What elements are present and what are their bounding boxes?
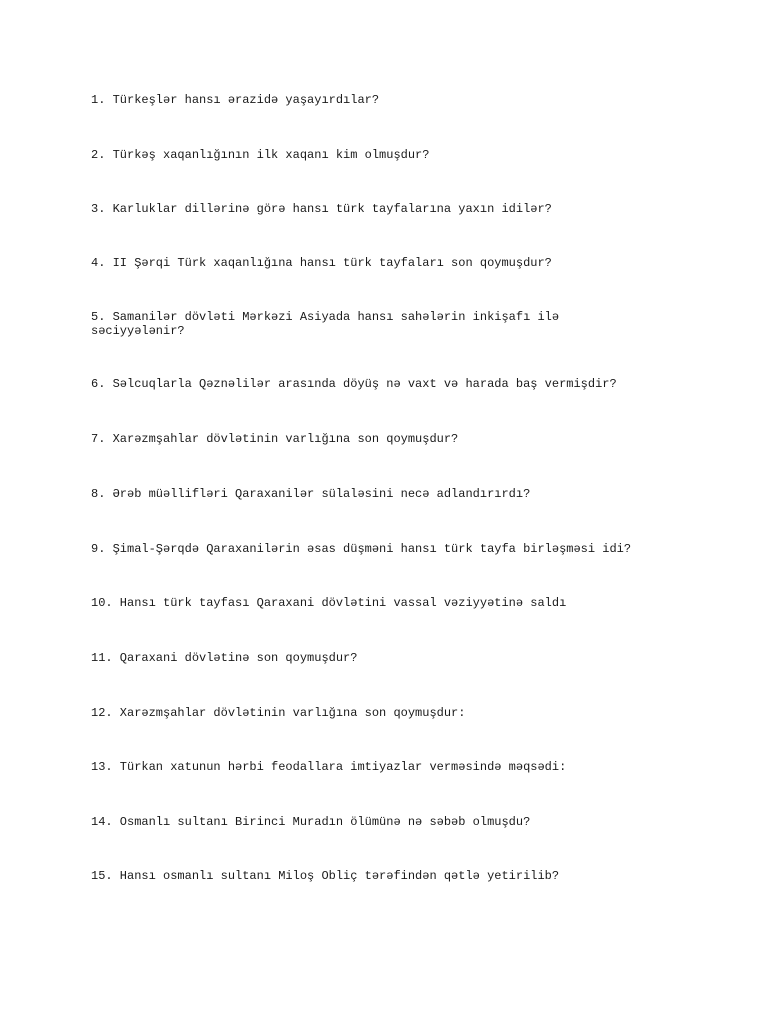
question-2: 2. Türkəş xaqanlığının ilk xaqanı kim olmuşdur?	[91, 148, 430, 162]
question-7: 7. Xarəzmşahlar dövlətinin varlığına son qoymuşdur?	[91, 432, 459, 446]
question-10: 10. Hansı türk tayfası Qaraxani dövlətini vassal vəziyyətinə saldı	[91, 596, 567, 610]
question-9: 9. Şimal-Şərqdə Qaraxanilərin əsas düşməni hansı türk tayfa birləşməsi idi?	[91, 542, 632, 556]
question-12: 12. Xarəzmşahlar dövlətinin varlığına son qoymuşdur:	[91, 706, 466, 720]
question-14: 14. Osmanlı sultanı Birinci Muradın ölümünə nə səbəb olmuşdu?	[91, 815, 531, 829]
question-3: 3. Karluklar dillərinə görə hansı türk tayfalarına yaxın idilər?	[91, 202, 552, 216]
question-13: 13. Türkan xatunun hərbi feodallara imtiyazlar verməsində məqsədi:	[91, 760, 567, 774]
question-11: 11. Qaraxani dövlətinə son qoymuşdur?	[91, 651, 358, 665]
question-4: 4. II Şərqi Türk xaqanlığına hansı türk tayfaları son qoymuşdur?	[91, 256, 552, 270]
question-6: 6. Səlcuqlarla Qəznəlilər arasında döyüş nə vaxt və harada baş vermişdir?	[91, 377, 617, 391]
question-5: 5. Samanilər dövləti Mərkəzi Asiyada hansı sahələrin inkişafı ilə səciyyələnir?	[91, 310, 560, 338]
question-8: 8. Ərəb müəllifləri Qaraxanilər sülaləsini necə adlandırırdı?	[91, 487, 531, 501]
question-1: 1. Türkeşlər hansı ərazidə yaşayırdılar?	[91, 93, 380, 107]
question-15: 15. Hansı osmanlı sultanı Miloş Obliç tərəfindən qətlə yetirilib?	[91, 869, 560, 883]
